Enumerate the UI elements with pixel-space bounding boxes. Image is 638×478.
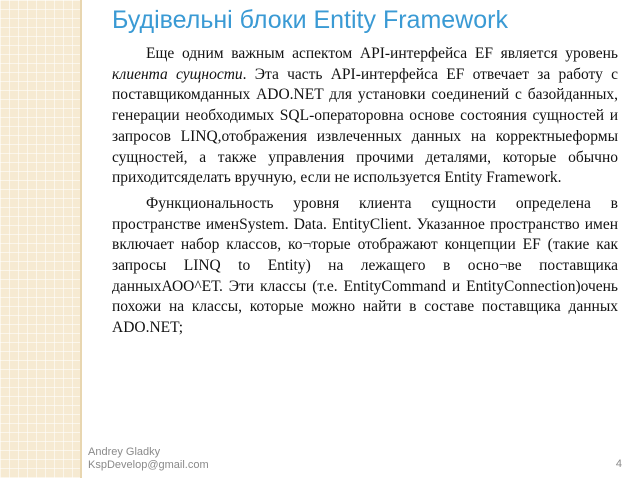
paragraph-1-emphasis: клиента сущности [112,65,243,83]
paragraph-1-text-before: Еще одним важным аспектом API-интерфейса EF является уровень [146,45,618,62]
page-number: 4 [615,458,622,470]
decorative-sidebar [0,0,80,478]
slide-title: Будівельні блоки Entity Framework [112,6,508,34]
slide-body [112,44,618,344]
footer-author: Andrey Gladky [88,446,161,458]
footer-email: KspDevelop@gmail.com [88,459,209,471]
paragraph-1-text-after: . Эта часть API-интерфейса EF отвечает за работу с поставщикомданных ADO.NET для установки соединений с базойданных, генерации необходимых SQL-операторовна основе состояния сущностей и запросов LINQ,отображения извлеченных данных на корректныеформы сущностей, а также управления прочими деталями, которые обычно приходитсяделать вручную, если не используется Entity Framework. [112,65,618,187]
sidebar-divider [80,0,82,478]
paragraph-2: Функциональность уровня клиента сущности определена в пространстве именSystem. Data. EntityClient. Указанное пространство имен включает набор классов, ко¬торые отображают концепции EF (такие как запросы LINQ to Entity) на лежащего в осно¬ве поставщика данныхАОО^ЕТ. Эти классы (т.е. EntityCommand и EntityConnection)очень похожи на классы, которые можно найти в составе поставщика данных ADO.NET; [112,194,618,337]
paragraph-1 [112,44,618,189]
